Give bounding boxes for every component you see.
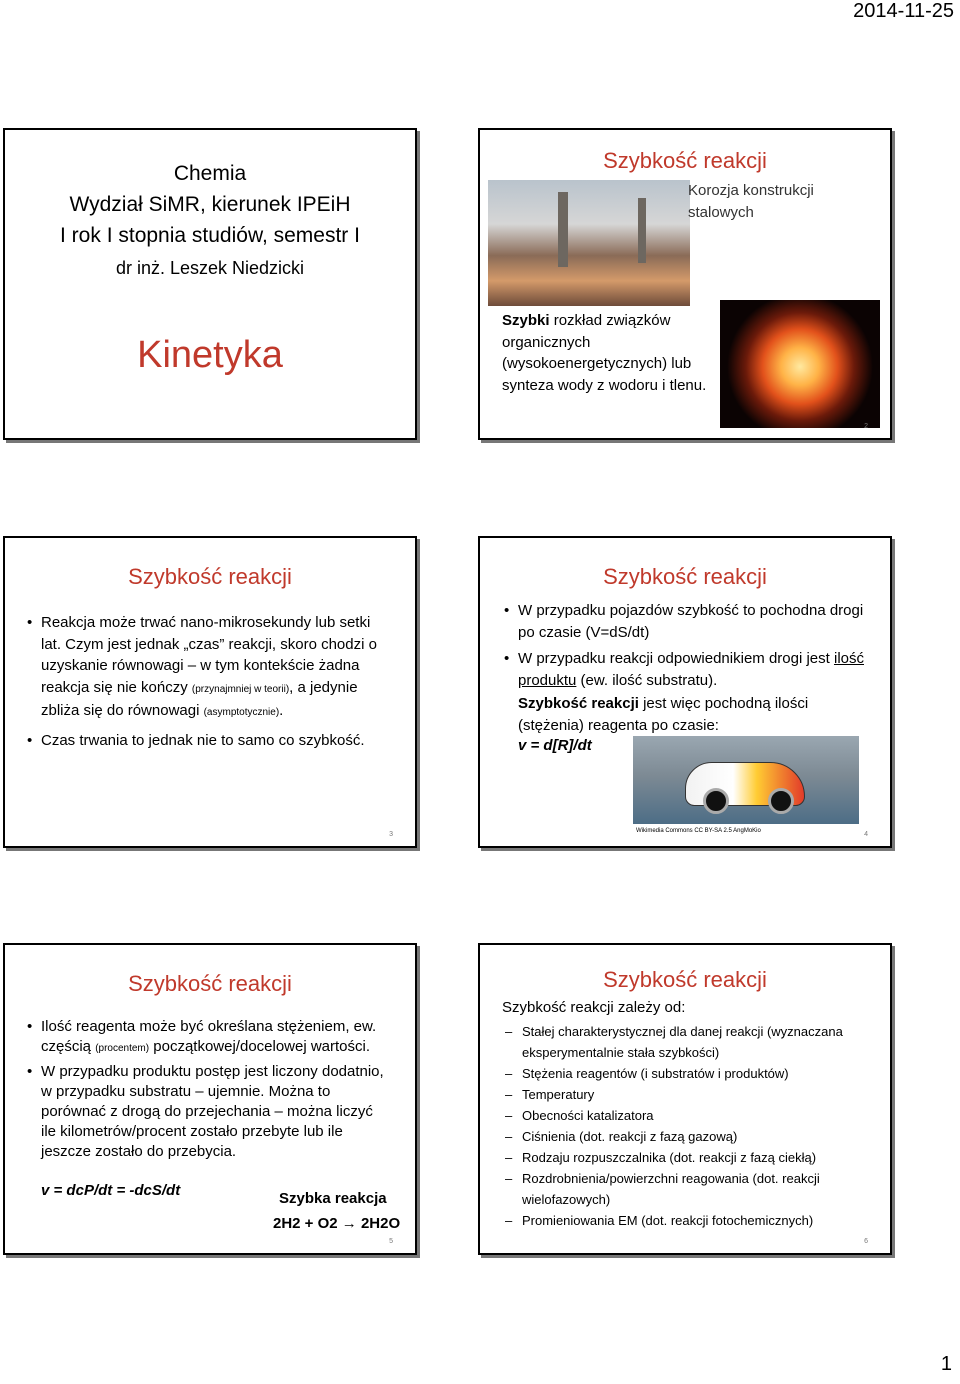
text-rest: rozkład związków organicznych (wysokoenergetycznych) lub synteza wody z wodoru i tlenu. (502, 312, 707, 394)
rate-formula: v = dcP/dt = -dcS/dt (41, 1182, 181, 1199)
slide-title: Szybkość reakcji (128, 564, 292, 589)
rate-definition (518, 693, 858, 736)
text-small: (procentem) (95, 1043, 150, 1054)
bullet-list (27, 1017, 387, 1162)
bridge-corrosion-image (488, 180, 690, 306)
slide-title: Szybkość reakcji (603, 967, 767, 992)
bullet-item: • W przypadku pojazdów szybkość to pochodna drogi po czasie (V=dS/dt) (504, 600, 876, 643)
emphasis: Szybkość reakcji (518, 695, 639, 712)
slide-title: Szybkość reakcji (603, 148, 767, 173)
factor-item: – Stężenia reagentów (i substratów i produktów) (502, 1063, 872, 1084)
rate-formula: v = d[R]/dt (518, 737, 592, 754)
slide-5 (3, 943, 417, 1255)
course-info (5, 158, 415, 284)
course-line: Chemia (173, 162, 247, 185)
page-number: 1 (940, 1353, 952, 1375)
text-small: (asymptotycznie) (203, 707, 280, 718)
slide-6 (478, 943, 892, 1255)
text: W przypadku reakcji odpowiednikiem drogi jest (518, 650, 834, 667)
explosion-image (720, 300, 880, 428)
slide-number: 5 (389, 1238, 393, 1245)
corrosion-caption: Korozja konstrukcji stalowych (688, 182, 814, 221)
car-wheel (703, 788, 729, 814)
slide-2 (478, 128, 892, 440)
author-name: dr inż. Leszek Niedzicki (115, 258, 305, 278)
factor-item: – Stałej charakterystycznej dla danej reakcji (wyznaczana eksperymentalnie stała szybkości) (502, 1021, 872, 1063)
slide-number: 4 (864, 831, 868, 838)
text-small: (przynajmniej w teorii) (191, 683, 290, 695)
bullet-list (27, 612, 377, 751)
factor-item: – Obecności katalizatora (502, 1105, 872, 1126)
fast-reaction-label: Szybka reakcja (279, 1190, 387, 1207)
slide-title: Szybkość reakcji (603, 564, 767, 589)
document-date: 2014-11-25 (853, 0, 954, 22)
race-car-image (633, 736, 859, 824)
car-wheel (768, 788, 794, 814)
slide-number: 6 (864, 1238, 868, 1245)
course-line: I rok I stopnia studiów, semestr I (60, 224, 360, 247)
underlined-text: ilość produktu (518, 650, 864, 689)
bullet-item (27, 1017, 387, 1059)
course-line: Wydział SiMR, kierunek IPEiH (69, 193, 351, 216)
topic-title: Kinetyka (137, 334, 283, 376)
slide-4 (478, 536, 892, 848)
text: Ilość reagenta może być określana stężeniem, ew. częścią (41, 1018, 377, 1055)
factor-list (502, 1021, 872, 1231)
image-credit: Wikimedia Commons CC BY-SA 2.5 AngMoKio (636, 828, 761, 834)
slide-number: 3 (389, 831, 393, 838)
slide-1 (3, 128, 417, 440)
text: początkowej/docelowej wartości. (149, 1038, 371, 1055)
factor-item: – Ciśnienia (dot. reakcji z fazą gazową) (502, 1126, 872, 1147)
text: Reakcja może trwać nano-mikrosekundy lub setki lat. Czym jest jednak „czas” reakcji, skoro chodzi o uzyskanie równowagi – w tym kontekście żadna reakcja się nie kończy (41, 614, 377, 696)
bullet-item: • W przypadku produktu postęp jest liczony dodatnio, w przypadku substratu – ujemnie. Można to porównać z drogą do przejechania – można liczyć ile kilometrów/procent zostało przebyte lub ile jeszcze zostało do przebycia. (27, 1062, 387, 1162)
text: jest więc pochodną ilości (stężenia) reagenta po czasie: (518, 695, 809, 734)
text: , a jedynie zbliża się do równowagi (41, 678, 358, 719)
slide-title: Szybkość reakcji (128, 971, 292, 996)
reaction-equation: 2H2 + O2 → 2H2O (273, 1215, 401, 1232)
text: . (279, 702, 284, 719)
bullet-item (27, 612, 377, 724)
decomposition-text (502, 310, 712, 396)
intro-text: Szybkość reakcji zależy od: (502, 999, 686, 1016)
bullet-item (504, 648, 876, 691)
text: (ew. ilość substratu). (576, 671, 718, 689)
slide-3 (3, 536, 417, 848)
bullet-list (504, 600, 876, 691)
factor-item: – Rodzaju rozpuszczalnika (dot. reakcji z fazą ciekłą) (502, 1147, 872, 1168)
factor-item: – Temperatury (502, 1084, 872, 1105)
emphasis: Szybki (502, 312, 550, 329)
slide-number: 2 (864, 423, 868, 430)
bullet-item: • Czas trwania to jednak nie to samo co szybkość. (27, 730, 377, 752)
factor-item: – Rozdrobnienia/powierzchni reagowania (dot. reakcji wielofazowych) (502, 1168, 872, 1210)
factor-item: – Promieniowania EM (dot. reakcji fotochemicznych) (502, 1210, 872, 1231)
